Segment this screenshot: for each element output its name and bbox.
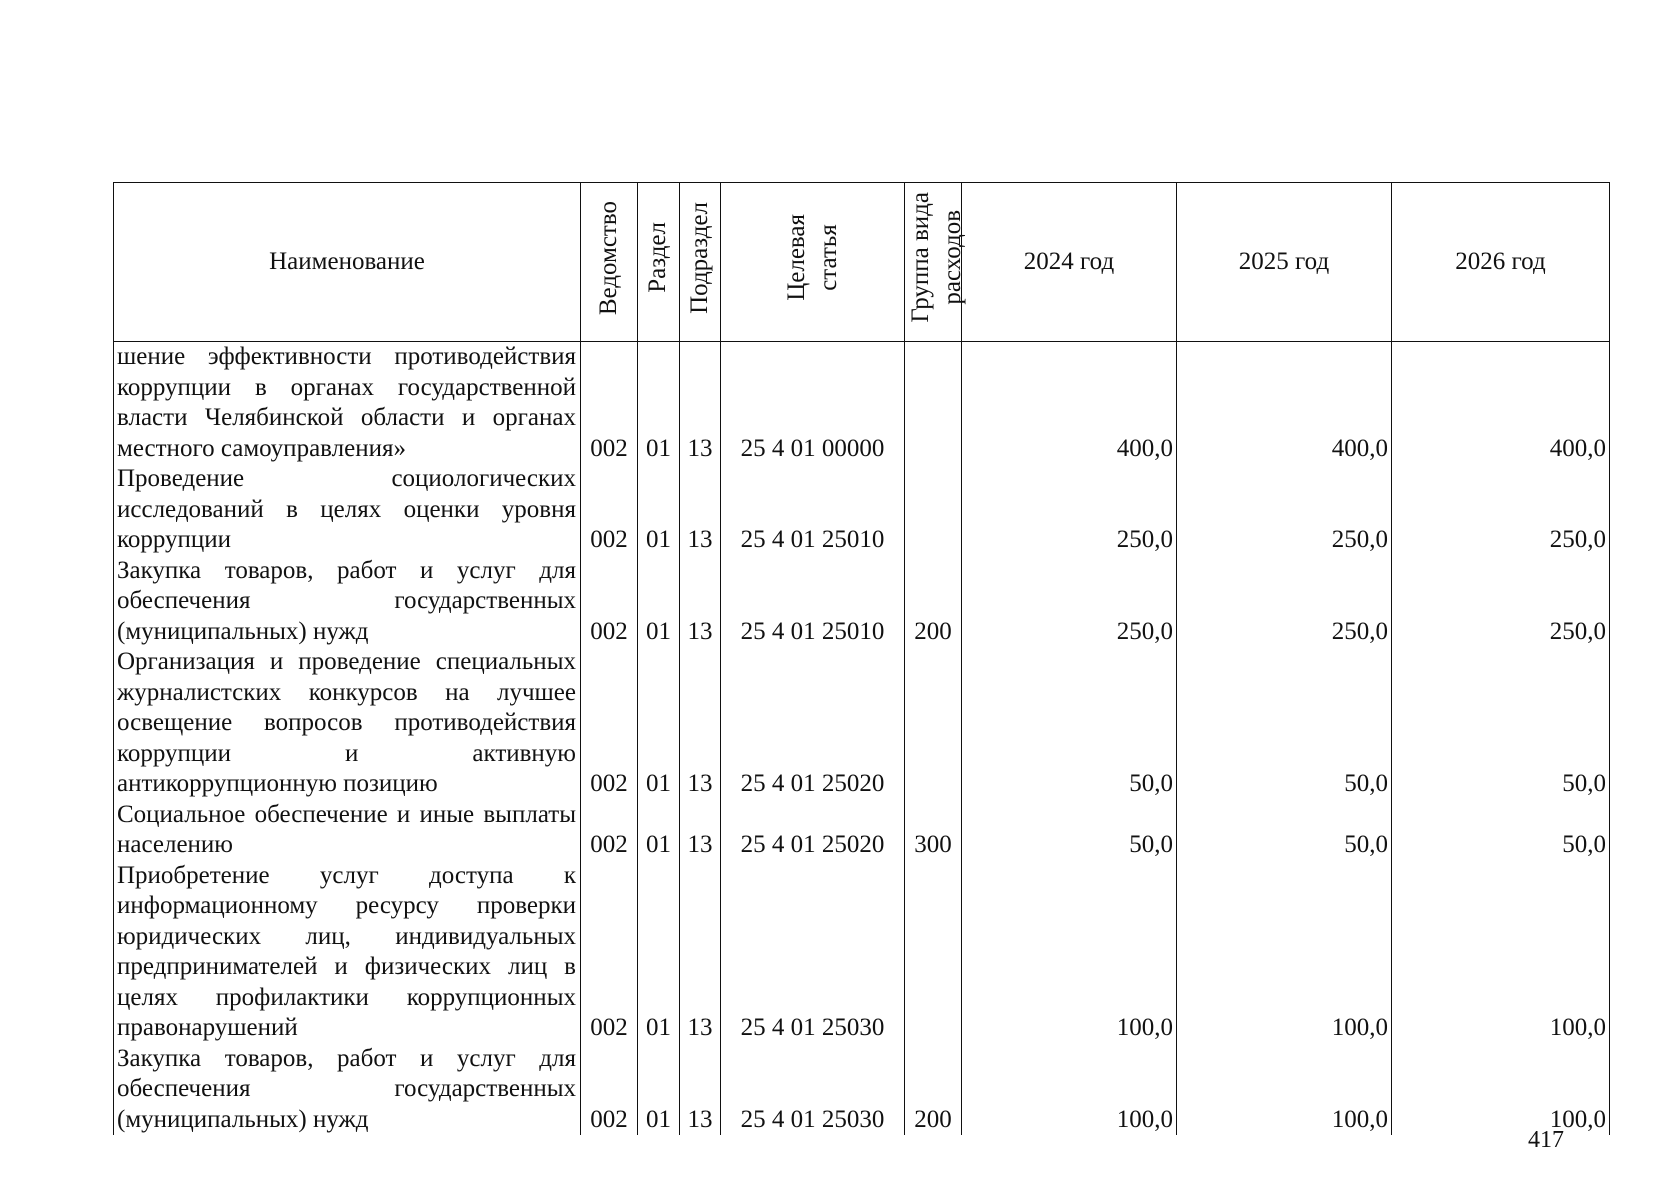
row-year-2025: 100,0 [1177,1044,1392,1136]
row-year-2024: 100,0 [962,1044,1177,1136]
row-group: 200 [905,1044,962,1136]
row-target: 25 4 01 25020 [721,800,905,861]
row-razdel: 01 [638,647,680,800]
table-row [114,800,1610,861]
table-row [114,342,1610,465]
row-year-2026: 250,0 [1392,464,1610,556]
table-row [114,464,1610,556]
header-podrazdel-label: Подраздел [685,201,713,314]
row-year-2026: 50,0 [1392,800,1610,861]
row-name: Организация и проведение специальных журналистских конкурсов на лучшее освещение вопросов противодействия коррупции и активную антикоррупционную позицию [114,647,581,800]
header-group-label [905,192,969,323]
row-year-2025: 250,0 [1177,556,1392,648]
table-row [114,861,1610,1044]
row-name: Закупка товаров, работ и услуг для обеспечения государственных (муниципальных) нужд [114,1044,581,1136]
row-target: 25 4 01 00000 [721,342,905,465]
header-target-line1: Целевая [782,214,810,302]
row-podrazdel: 13 [680,556,721,648]
page-number: 417 [1528,1127,1564,1153]
header-vedomstvo-label: Ведомство [594,200,622,315]
row-vedomstvo: 002 [581,647,638,800]
row-year-2025: 50,0 [1177,647,1392,800]
row-name: Приобретение услуг доступа к информационному ресурсу проверки юридических лиц, индивидуальных предпринимателей и физических лиц в целях профилактики коррупционных правонарушений [114,861,581,1044]
row-year-2024: 100,0 [962,861,1177,1044]
row-year-2024: 250,0 [962,464,1177,556]
row-vedomstvo: 002 [581,556,638,648]
row-year-2026: 250,0 [1392,556,1610,648]
header-group-line2: расходов [939,210,966,306]
row-name: шение эффективности противодействия коррупции в органах государственной власти Челябинской области и органах местного самоуправления» [114,342,581,465]
row-year-2024: 400,0 [962,342,1177,465]
row-group [905,342,962,465]
table-row [114,1044,1610,1136]
row-podrazdel: 13 [680,464,721,556]
table-row [114,647,1610,800]
row-group [905,861,962,1044]
row-year-2024: 50,0 [962,647,1177,800]
row-year-2026: 50,0 [1392,647,1610,800]
table-header-row [114,183,1610,342]
row-razdel: 01 [638,342,680,465]
row-vedomstvo: 002 [581,861,638,1044]
header-target [721,183,905,342]
row-group [905,647,962,800]
header-name: Наименование [114,183,581,342]
header-year-2024: 2024 год [962,183,1177,342]
row-podrazdel: 13 [680,342,721,465]
row-year-2024: 250,0 [962,556,1177,648]
row-razdel: 01 [638,464,680,556]
row-target: 25 4 01 25030 [721,1044,905,1136]
row-name: Закупка товаров, работ и услуг для обеспечения государственных (муниципальных) нужд [114,556,581,648]
budget-table [113,182,1610,1135]
row-year-2024: 50,0 [962,800,1177,861]
row-year-2025: 50,0 [1177,800,1392,861]
row-vedomstvo: 002 [581,800,638,861]
row-razdel: 01 [638,556,680,648]
table-row [114,556,1610,648]
row-year-2025: 100,0 [1177,861,1392,1044]
header-group-line1: Группа вида [907,192,934,324]
row-target: 25 4 01 25010 [721,464,905,556]
row-podrazdel: 13 [680,1044,721,1136]
row-podrazdel: 13 [680,647,721,800]
row-year-2025: 400,0 [1177,342,1392,465]
header-target-line2: статья [814,224,842,292]
row-group: 200 [905,556,962,648]
header-target-label [781,214,845,301]
row-razdel: 01 [638,1044,680,1136]
row-target: 25 4 01 25010 [721,556,905,648]
header-year-2026: 2026 год [1392,183,1610,342]
row-podrazdel: 13 [680,861,721,1044]
row-year-2025: 250,0 [1177,464,1392,556]
header-vedomstvo [581,183,638,342]
header-podrazdel [680,183,721,342]
row-year-2026: 400,0 [1392,342,1610,465]
row-vedomstvo: 002 [581,342,638,465]
row-name: Проведение социологических исследований в целях оценки уровня коррупции [114,464,581,556]
row-vedomstvo: 002 [581,1044,638,1136]
row-target: 25 4 01 25030 [721,861,905,1044]
header-group [905,183,966,342]
row-podrazdel: 13 [680,800,721,861]
row-razdel: 01 [638,861,680,1044]
row-razdel: 01 [638,800,680,861]
row-group [905,464,962,556]
header-year-2025: 2025 год [1177,183,1392,342]
row-year-2026: 100,0 [1392,1044,1610,1136]
budget-table-container [113,182,1609,1133]
row-vedomstvo: 002 [581,464,638,556]
header-razdel-label: Раздел [644,222,672,294]
header-razdel [638,183,680,342]
row-target: 25 4 01 25020 [721,647,905,800]
row-name: Социальное обеспечение и иные выплаты населению [114,800,581,861]
row-year-2026: 100,0 [1392,861,1610,1044]
row-group: 300 [905,800,962,861]
